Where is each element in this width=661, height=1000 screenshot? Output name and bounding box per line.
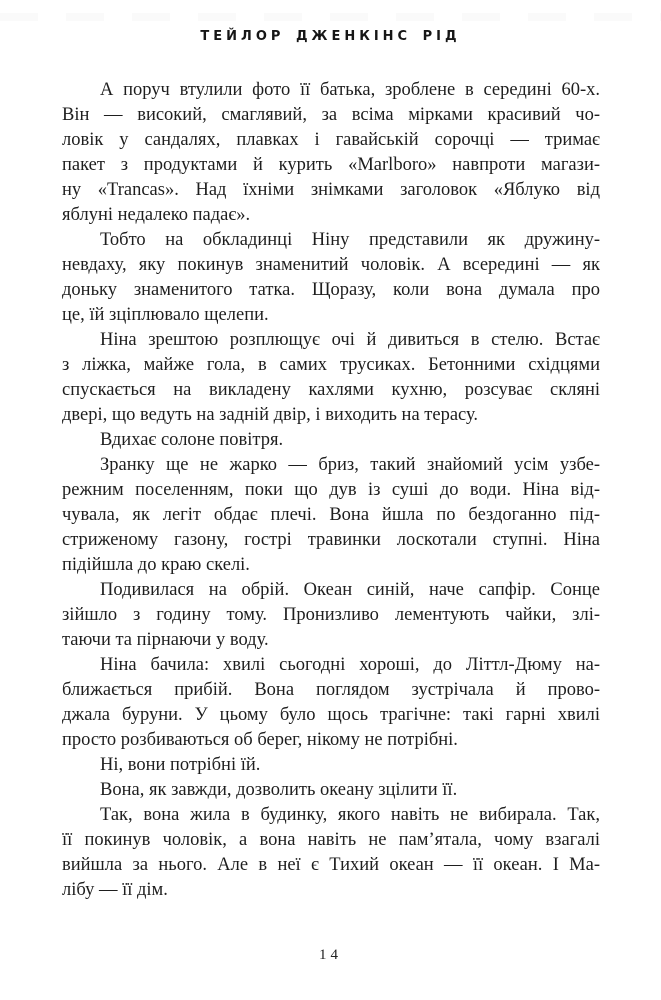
text-line: Зранку ще не жарко — бриз, такий знайомий усім узбе- — [100, 455, 600, 475]
text-line: Тобто на обкладинці Ніну представили як дружину- — [100, 230, 600, 250]
paragraph — [62, 228, 600, 328]
running-head-author: ТЕЙЛОР ДЖЕНКІНС РІД — [200, 29, 461, 44]
page-number: 14 — [319, 947, 342, 963]
text-line: Подивилася на обрій. Океан синій, наче сапфір. Сонце — [100, 580, 600, 600]
paragraph — [62, 653, 600, 753]
text-line: пакет з продуктами й курить «Marlboro» навпроти магази- — [62, 155, 600, 175]
paragraph — [62, 778, 600, 803]
text-line: підійшла до краю скелі. — [62, 555, 250, 575]
text-line: зійшло з годину тому. Пронизливо лементують чайки, злі- — [62, 605, 600, 625]
paragraph — [62, 328, 600, 428]
text-line: режним поселенням, поки що дув із суші до води. Ніна від- — [62, 480, 600, 500]
text-line: ну «Trancas». Над їхніми знімками заголовок «Яблуко від — [62, 180, 600, 200]
text-line: спускається на викладену кахлями кухню, розсуває скляні — [62, 380, 600, 400]
text-line: ближається прибій. Вона поглядом зустрічала й прово- — [62, 680, 600, 700]
text-line: її покинув чоловік, а вона навіть не пам’ятала, чому взагалі — [62, 830, 600, 850]
text-line: Ні, вони потрібні їй. — [100, 755, 261, 775]
text-line: таючи та пірнаючи у воду. — [62, 630, 269, 650]
text-line: Вона, як завжди, дозволить океану зцілити її. — [100, 780, 458, 800]
text-line: лібу — її дім. — [62, 880, 168, 900]
paragraph — [62, 428, 600, 453]
text-line: Ніна зрештою розплющує очі й дивиться в стелю. Встає — [100, 330, 600, 350]
text-line: Так, вона жила в будинку, якого навіть не вибирала. Так, — [100, 805, 600, 825]
text-line: джала буруни. У цьому було щось трагічне: такі гарні хвилі — [62, 705, 600, 725]
text-line: двері, що ведуть на задній двір, і виходить на терасу. — [62, 405, 479, 425]
page-body — [0, 78, 661, 903]
text-line: Вдихає солоне повітря. — [100, 430, 284, 450]
text-line: ловік у сандалях, плавках і гавайській сорочці — тримає — [62, 130, 600, 150]
text-line: стриженому газону, гострі травинки лоскотали ступні. Ніна — [62, 530, 600, 550]
paragraph — [62, 453, 600, 578]
text-line: з ліжка, майже гола, в самих трусиках. Бетонними східцями — [62, 355, 600, 375]
paragraph — [62, 78, 600, 228]
paragraph — [62, 578, 600, 653]
text-line: доньку знаменитого татка. Щоразу, коли вона думала про — [62, 280, 600, 300]
text-line: просто розбиваються об берег, нікому не потрібні. — [62, 730, 458, 750]
paragraph — [62, 803, 600, 903]
paragraph — [62, 753, 600, 778]
text-line: Ніна бачила: хвилі сьогодні хороші, до Літтл-Дюму на- — [100, 655, 600, 675]
text-line: яблуні недалеко падає». — [62, 205, 251, 225]
text-line: це, їй зціплювало щелепи. — [62, 305, 269, 325]
text-line: чувала, як легіт обдає плечі. Вона йшла по бездоганно під- — [62, 505, 600, 525]
text-line: невдаху, яку покинув знаменитий чоловік. А всередині — як — [62, 255, 600, 275]
text-line: Він — високий, смаглявий, за всіма мірками красивий чо- — [62, 105, 600, 125]
text-line: вийшла за нього. Але в неї є Тихий океан — її океан. І Ма- — [62, 855, 600, 875]
text-line: А поруч втулили фото її батька, зроблене в середині 60-х. — [100, 80, 600, 100]
